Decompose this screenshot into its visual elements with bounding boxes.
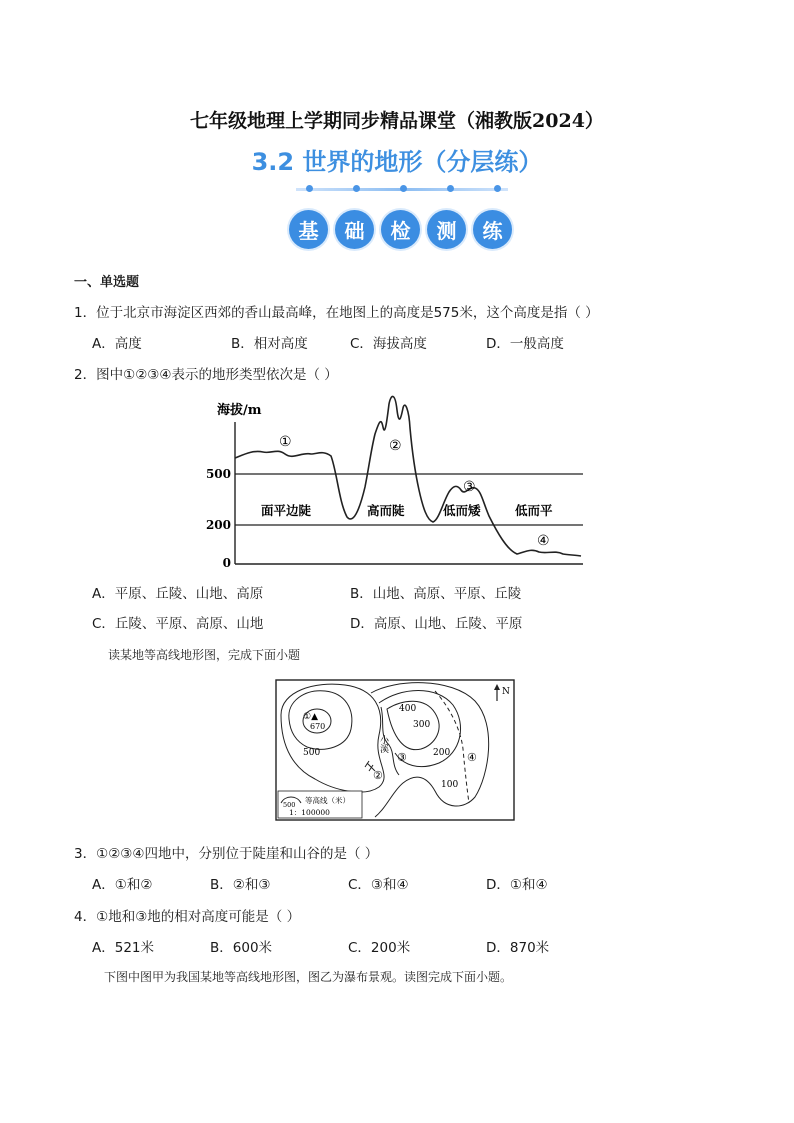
- badge-ce: 测: [427, 210, 466, 249]
- profile-ylabel: 海拔/m: [217, 403, 262, 418]
- decorative-dot: [400, 185, 407, 192]
- point-3: ③: [397, 751, 407, 764]
- decorative-dot: [353, 185, 360, 192]
- map-scale: 1：100000: [289, 808, 330, 817]
- ytick-500: 500: [205, 467, 231, 481]
- badge-lian: 练: [473, 210, 512, 249]
- marker-1: ①: [279, 434, 292, 450]
- question-3-stem: 3．①②③④四地中，分别位于陡崖和山谷的是（ ）: [74, 846, 379, 862]
- zone-label-2: 高而陡: [367, 503, 405, 518]
- contour-label-100: 100: [441, 780, 459, 790]
- question-2-stem: 2．图中①②③④表示的地形类型依次是（ ）: [74, 367, 338, 383]
- option-b: B．山地、高原、平原、丘陵: [350, 586, 522, 602]
- ytick-200: 200: [205, 518, 231, 532]
- contour-map-figure: [275, 679, 515, 821]
- option-d: D．一般高度: [486, 336, 564, 352]
- option-c: C．海拔高度: [350, 336, 427, 352]
- ytick-0: 0: [222, 556, 231, 570]
- option-b: B．600米: [210, 940, 273, 956]
- section-heading: 一、单选题: [74, 275, 140, 290]
- badge-jian: 检: [381, 210, 420, 249]
- zone-label-1: 面平边陡: [261, 503, 312, 518]
- marker-3: ③: [463, 479, 476, 495]
- legend-contour-text: 等高线（米）: [305, 796, 350, 805]
- option-a: A．①和②: [92, 877, 153, 893]
- decorative-dot: [306, 185, 313, 192]
- legend-contour-value: 500: [283, 801, 296, 809]
- question-4-stem: 4．①地和③地的相对高度可能是（ ）: [74, 909, 301, 925]
- course-title: 七年级地理上学期同步精品课堂（湘教版2024）: [190, 110, 604, 132]
- stream-label: 小溪: [378, 735, 388, 753]
- option-d: D．①和④: [486, 877, 548, 893]
- zone-label-4: 低而平: [515, 503, 553, 518]
- peak-value: 670: [310, 722, 326, 731]
- contour-label-500: 500: [303, 748, 321, 758]
- option-d: D．870米: [486, 940, 550, 956]
- decorative-dot: [494, 185, 501, 192]
- option-c: C．丘陵、平原、高原、山地: [92, 616, 264, 632]
- north-label: N: [502, 687, 510, 697]
- marker-2: ②: [389, 438, 402, 454]
- badge-ji: 基: [289, 210, 328, 249]
- elevation-profile-figure: [205, 392, 595, 574]
- zone-label-3: 低而矮: [443, 503, 481, 518]
- contour-label-200: 200: [433, 748, 451, 758]
- option-b: B．②和③: [210, 877, 271, 893]
- option-a: A．521米: [92, 940, 155, 956]
- contour-map-intro: 读某地等高线地形图，完成下面小题: [108, 648, 301, 662]
- peak-label: ①▲: [303, 712, 318, 722]
- option-d: D．高原、山地、丘陵、平原: [350, 616, 523, 632]
- decorative-dot: [447, 185, 454, 192]
- option-c: C．200米: [348, 940, 411, 956]
- contour-label-400: 400: [399, 704, 417, 714]
- option-a: A．高度: [92, 336, 142, 352]
- option-a: A．平原、丘陵、山地、高原: [92, 586, 264, 602]
- lesson-title: 3.2 世界的地形（分层练）: [251, 148, 543, 176]
- point-2: ②: [373, 769, 383, 782]
- question-1-stem: 1．位于北京市海淀区西郊的香山最高峰，在地图上的高度是575米，这个高度是指（ ）: [74, 305, 599, 321]
- contour-label-300: 300: [413, 720, 431, 730]
- option-c: C．③和④: [348, 877, 409, 893]
- point-4: ④: [467, 751, 477, 764]
- option-b: B．相对高度: [231, 336, 308, 352]
- marker-4: ④: [537, 533, 550, 549]
- badge-chu: 础: [335, 210, 374, 249]
- level-badges: [289, 210, 512, 249]
- final-intro: 下图中图甲为我国某地等高线地形图，图乙为瀑布景观。读图完成下面小题。: [104, 970, 513, 984]
- terrain-profile-curve: [235, 396, 581, 556]
